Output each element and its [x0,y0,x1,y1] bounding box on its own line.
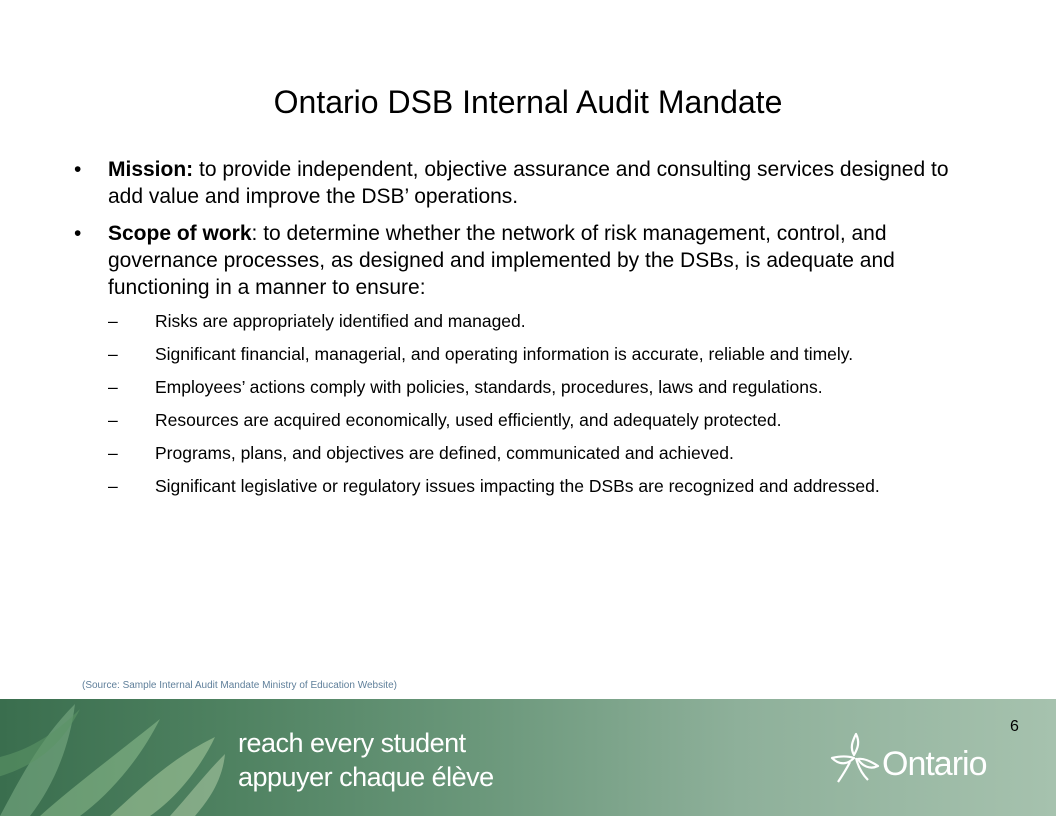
slide-title: Ontario DSB Internal Audit Mandate [273,84,783,120]
slogan-french: appuyer chaque élève [238,762,494,792]
slogan-english: reach every student [238,728,466,758]
source-citation: (Source: Sample Internal Audit Mandate Ministry of Education Website) [82,680,397,691]
sub-list [108,307,972,501]
sub-item-text: Risks are appropriately identified and managed. [155,311,526,331]
ontario-logo-text: Ontario [882,745,987,783]
bullet-label: Scope of work [108,222,252,245]
sub-item-text: Significant financial, managerial, and operating information is accurate, reliable and timely. [155,344,854,364]
sub-item-text: Employees’ actions comply with policies, standards, procedures, laws and regulations. [155,377,823,397]
dash-glyph: – [108,443,118,463]
bullet-text: : to determine whether the network of risk management, control, and governance processes, as designed and implemented by the DSBs, is adequate and functioning in a manner to ensure: [108,222,895,299]
page-number: 6 [1010,718,1019,735]
sub-item [108,307,972,336]
dash-glyph: – [108,410,118,430]
bullet-label: Mission: [108,158,194,181]
sub-item [108,472,972,501]
dash-glyph: – [108,344,118,364]
bullet-glyph: • [74,222,82,245]
sub-item-text: Significant legislative or regulatory issues impacting the DSBs are recognized and addressed. [155,476,880,496]
sub-item-text: Resources are acquired economically, used efficiently, and adequately protected. [155,410,782,430]
bullet-scope [72,220,972,501]
sub-item [108,439,972,468]
dash-glyph: – [108,311,118,331]
sub-item-text: Programs, plans, and objectives are defined, communicated and achieved. [155,443,734,463]
dash-glyph: – [108,476,118,496]
sub-item [108,340,972,369]
bullet-glyph: • [74,158,82,181]
bullet-list [72,156,972,511]
bullet-mission [72,156,972,210]
sub-item [108,406,972,435]
sub-item [108,373,972,402]
bullet-text: to provide independent, objective assurance and consulting services designed to add value and improve the DSB’ operations. [108,158,949,208]
dash-glyph: – [108,377,118,397]
